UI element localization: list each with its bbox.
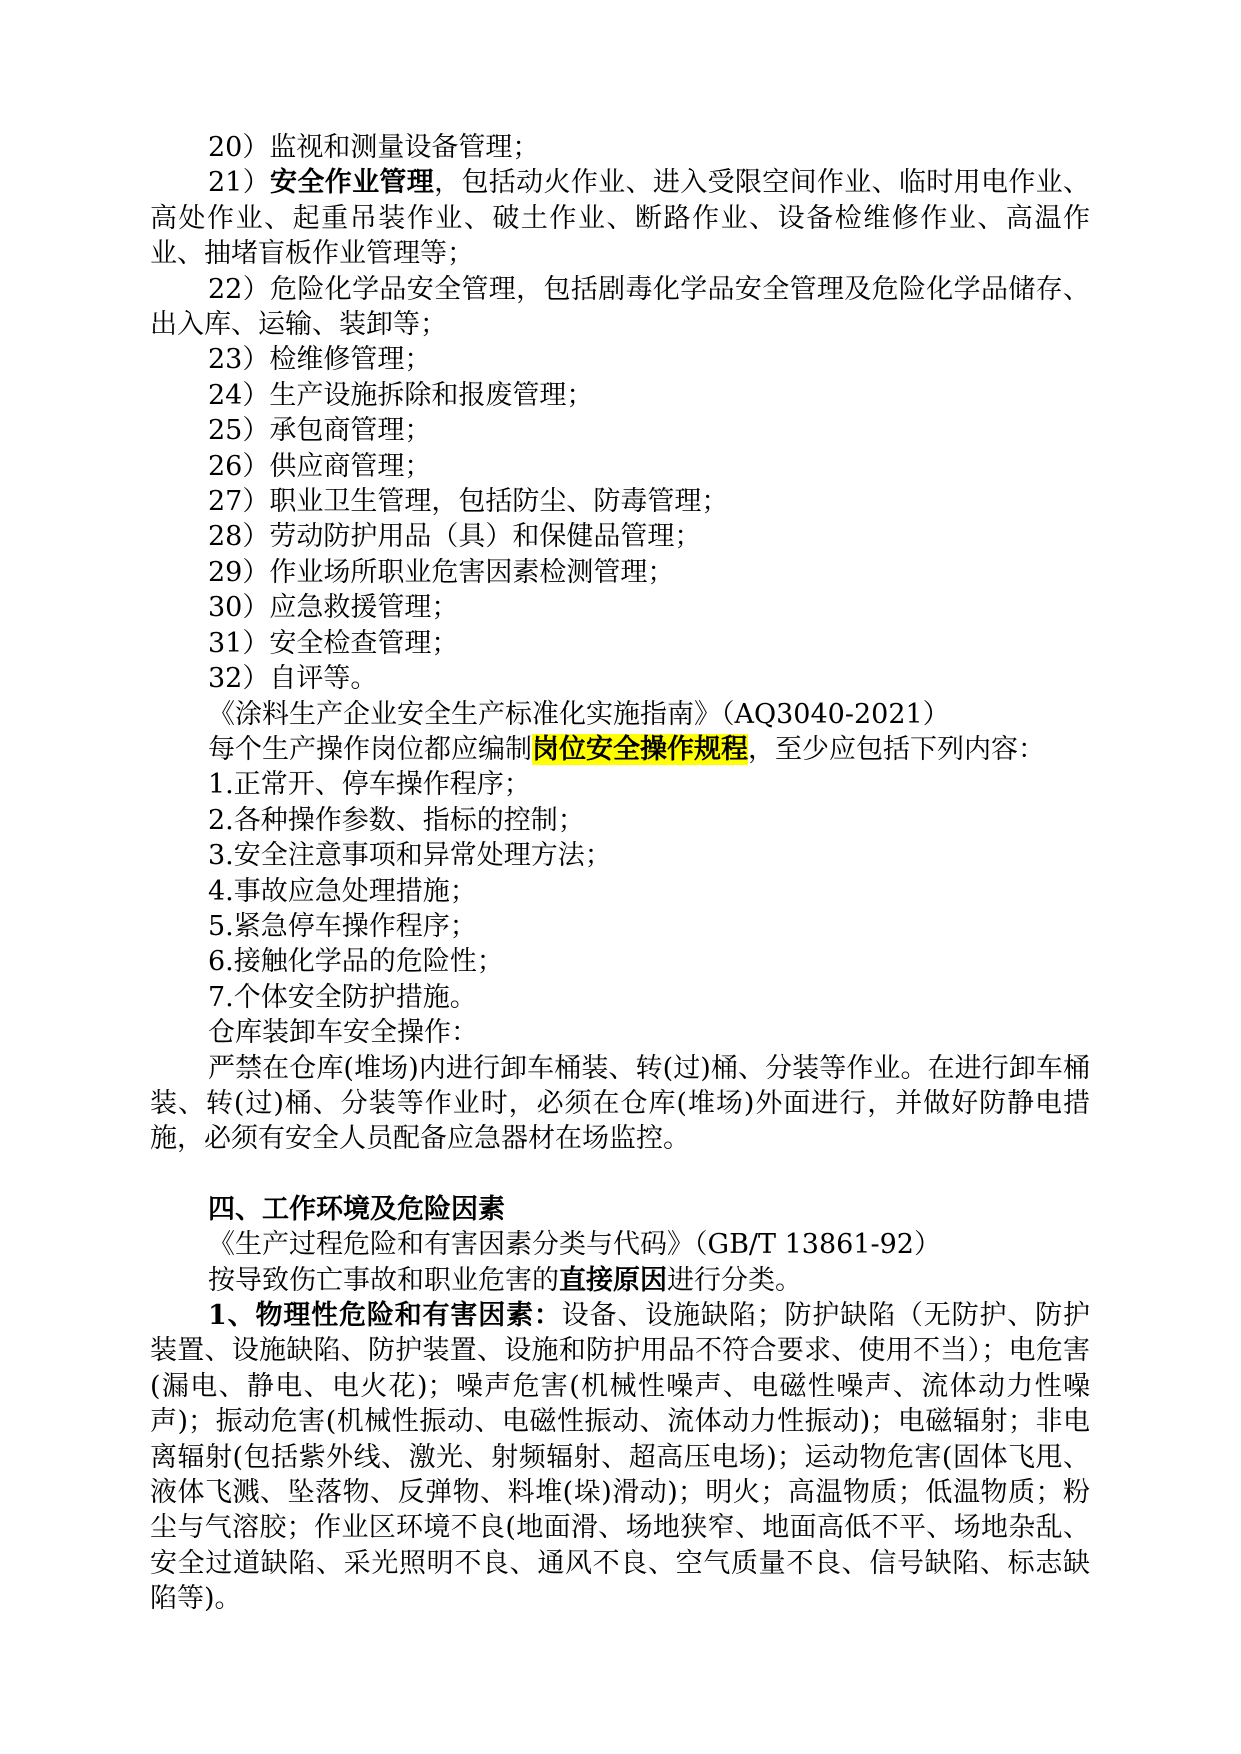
- post-requirement: [150, 732, 1090, 767]
- list-item: 27）职业卫生管理，包括防尘、防毒管理；: [208, 486, 729, 518]
- post-item: 5.紧急停车操作程序；: [208, 910, 477, 942]
- paragraph-gap: [150, 1157, 1090, 1192]
- post-item: 4.事故应急处理措施；: [208, 875, 477, 907]
- list-item: 24）生产设施拆除和报废管理；: [208, 379, 594, 411]
- standard-title: 《生产过程危险和有害因素分类与代码》（GB/T 13861-92）: [208, 1229, 941, 1261]
- highlighted-term: 岗位安全操作规程: [532, 733, 748, 765]
- physical-hazards-text: 设备、设施缺陷；防护缺陷（无防护、防护装置、设施缺陷、防护装置、设施和防护用品不符合要求、使用不当）；电危害(漏电、静电、电火花)；噪声危害(机械性噪声、电磁性噪声、流体动力性噪声)；振动危害(机械性振动、电磁性振动、流体动力性振动)；电磁辐射；非电离辐射(包括紫外线、激光、射频辐射、超高压电场)；运动物危害(固体飞甩、液体飞溅、坠落物、反弹物、料堆(垛)滑动)；明火；高温物质；低温物质；粉尘与气溶胶；作业区环境不良(地面滑、场地狭窄、地面高低不平、场地杂乱、安全过道缺陷、采光照明不良、通风不良、空气质量不良、信号缺陷、标志缺陷等)。: [150, 1300, 1090, 1615]
- warehouse-title: 仓库装卸车安全操作：: [208, 1017, 478, 1049]
- post-item: 7.个体安全防护措施。: [208, 981, 477, 1013]
- list-item: 20）监视和测量设备管理；: [208, 132, 540, 163]
- classification-text: [150, 1263, 1090, 1298]
- item-text: ，包括动火作业、进入受限空间作业、临时用电作业、高处作业、起重吊装作业、破土作业、断路作业、设备检维修作业、高温作业、抽堵盲板作业管理等；: [150, 167, 1091, 270]
- list-item: 30）应急救援管理；: [208, 592, 459, 624]
- list-item: [150, 165, 1090, 271]
- bold-term: 安全作业管理: [270, 167, 435, 199]
- guide-title: 《涂料生产企业安全生产标准化实施指南》（AQ3040-2021）: [208, 698, 950, 730]
- bold-term: 直接原因: [559, 1264, 667, 1296]
- post-item: 1.正常开、停车操作程序；: [208, 769, 531, 801]
- list-item: 22）危险化学品安全管理，包括剧毒化学品安全管理及危险化学品储存、出入库、运输、装卸等；: [150, 273, 1090, 341]
- item-number: 21）: [208, 167, 271, 199]
- post-item: 2.各种操作参数、指标的控制；: [208, 804, 585, 836]
- post-req-text-after: ，至少应包括下列内容：: [748, 733, 1045, 765]
- document-page: [150, 130, 1090, 1617]
- classify-text-after: 进行分类。: [667, 1264, 802, 1296]
- post-item: 6.接触化学品的危险性；: [208, 946, 504, 978]
- list-item: 32）自评等。: [208, 663, 378, 695]
- section-heading: 四、工作环境及危险因素: [208, 1193, 505, 1225]
- list-item: 28）劳动防护用品（具）和保健品管理；: [208, 521, 702, 553]
- list-item: 26）供应商管理；: [208, 450, 432, 482]
- post-req-text: 每个生产操作岗位都应编制: [208, 733, 532, 765]
- list-item: 31）安全检查管理；: [208, 627, 459, 659]
- list-item: 23）检维修管理；: [208, 344, 432, 376]
- classify-text: 按导致伤亡事故和职业危害的: [208, 1264, 559, 1296]
- physical-hazards-heading: 1、物理性危险和有害因素：: [208, 1300, 562, 1331]
- list-item: 25）承包商管理；: [208, 415, 432, 447]
- post-item: 3.安全注意事项和异常处理方法；: [208, 840, 612, 872]
- warehouse-text: 严禁在仓库(堆场)内进行卸车桶装、转(过)桶、分装等作业。在进行卸车桶装、转(过)桶、分装等作业时，必须在仓库(堆场)外面进行，并做好防静电措施，必须有安全人员配备应急器材在场监控。: [150, 1052, 1090, 1155]
- list-item: 29）作业场所职业危害因素检测管理；: [208, 556, 675, 588]
- physical-hazards-paragraph: [150, 1298, 1090, 1617]
